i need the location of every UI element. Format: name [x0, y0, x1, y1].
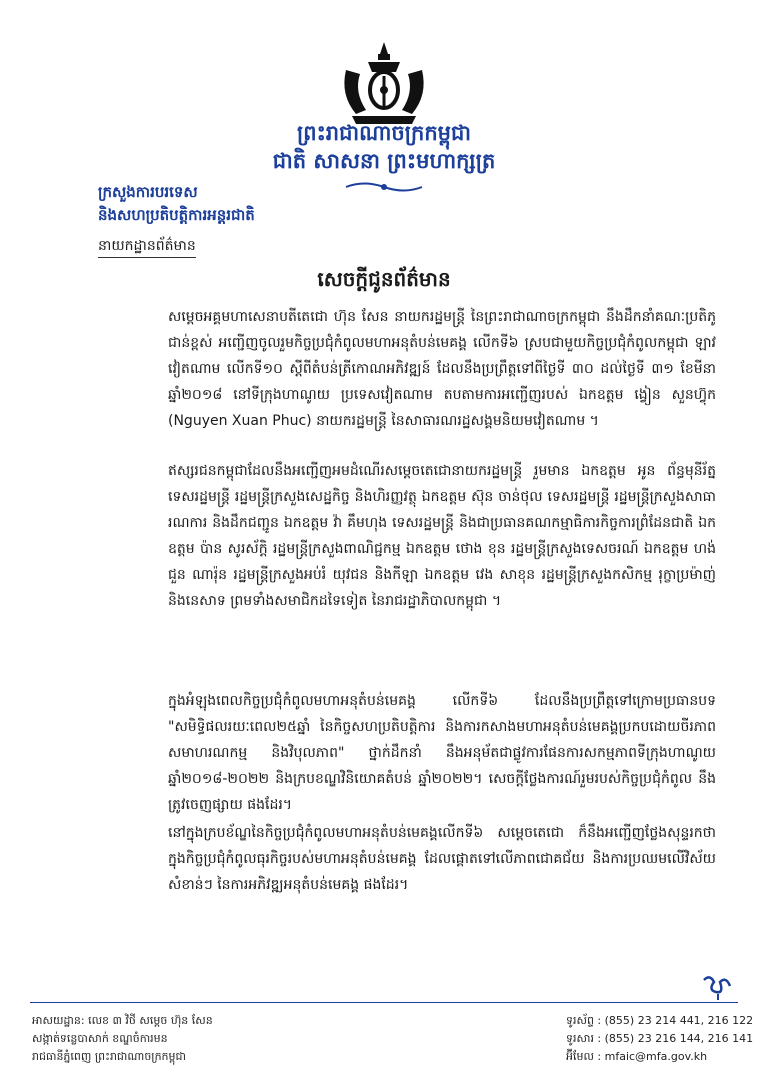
ministry-name-line2: និងសហប្រតិបត្តិការអន្តរជាតិ	[98, 206, 255, 224]
national-motto: ជាតិ សាសនា ព្រះមហាក្សត្រ	[272, 148, 496, 173]
body-paragraph-1: សម្ដេចអគ្គមហាសេនាបតីតេជោ ហ៊ុន សែន នាយករដ្ឋមន្ត្រី នៃព្រះរាជាណាចក្រកម្ពុជា នឹងដឹកនាំគណៈប្រតិភូជាន់ខ្ពស់ អញ្ជើញចូលរួមកិច្ចប្រជុំកំពូលមហាអនុតំបន់មេគង្គ លើកទី៦ ស្របជាមួយកិច្ចប្រជុំកំពូលកម្ពុជា ឡាវ វៀតណាម លើកទី១០ ស្ដីពីតំបន់ត្រីកោណអភិវឌ្ឍន៍ ដែលនឹងប្រព្រឹត្តទៅពីថ្ងៃទី ៣០ ដល់ថ្ងៃទី ៣១ ខែមីនា ឆ្នាំ២០១៨ នៅទីក្រុងហាណូយ ប្រទេសវៀតណាម តបតាមការអញ្ជើញរបស់ ឯកឧត្តម ង្វៀន សួនហ៊្វុក (Nguyen Xuan Phuc) នាយករដ្ឋមន្ត្រី នៃសាធារណរដ្ឋសង្គមនិយមវៀតណាម ។	[168, 309, 716, 429]
footer-email: អ៊ីមែល : mfaic@mfa.gov.kh	[566, 1050, 708, 1063]
royal-coat-of-arms-icon	[338, 40, 430, 126]
ornament-divider-icon	[344, 180, 424, 194]
body-paragraph-3: ក្នុងអំឡុងពេលកិច្ចប្រជុំកំពូលមហាអនុតំបន់មេគង្គ លើកទី៦ ដែលនឹងប្រព្រឹត្តទៅក្រោមប្រធានបទ "សមិទ្ធិផលរយៈពេល២៥ឆ្នាំ នៃកិច្ចសហប្រតិបត្តិការ និងការកសាងមហាអនុតំបន់មេគង្គប្រកបដោយចីរភាព សមាហរណកម្ម និងវិបុលភាព" ថ្នាក់ដឹកនាំ នឹងអនុម័តជាផ្លូវការផែនការសកម្មភាពទីក្រុងហាណូយ ឆ្នាំ២០១៨-២០២២ និងក្របខណ្ឌវិនិយោគតំបន់ ឆ្នាំ២០២២។ សេចក្ដីថ្លែងការណ៍រួមរបស់កិច្ចប្រជុំកំពូល នឹងត្រូវចេញផ្សាយ ផងដែរ។	[168, 693, 716, 813]
footer-address-line2: សង្កាត់ទន្លេបាសាក់ ខណ្ឌចំការមន	[32, 1032, 168, 1045]
ministry-name-line1: ក្រសួងការបរទេស	[98, 183, 198, 201]
footer-fax: ទូរសារ : (855) 23 216 144, 216 141	[566, 1032, 754, 1045]
body-paragraph-4: នៅក្នុងក្របខ័ណ្ឌនៃកិច្ចប្រជុំកំពូលមហាអនុតំបន់មេគង្គលើកទី៦ សម្ដេចតេជោ ក៏នឹងអញ្ជើញថ្លែងសុន្ទរកថា ក្នុងកិច្ចប្រជុំកំពូលធុរកិច្ចរបស់មហាអនុតំបន់មេគង្គ ដែលផ្ដោតទៅលើភាពជោគជ័យ និងការប្រឈមលើវិស័យសំខាន់ៗ នៃការអភិវឌ្ឍអនុតំបន់មេគង្គ ផងដែរ។	[168, 825, 716, 893]
body-paragraph-2: ឥស្សរជនកម្ពុជាដែលនឹងអញ្ជើញអមដំណើរសម្ដេចតេជោនាយករដ្ឋមន្ត្រី រួមមាន ឯកឧត្តម អូន ព័ន្ធមុនីរ័ត្ន ទេសរដ្ឋមន្ត្រី រដ្ឋមន្ត្រីក្រសួងសេដ្ឋកិច្ច និងហិរញ្ញវត្ថុ ឯកឧត្តម ស៊ុន ចាន់ថុល ទេសរដ្ឋមន្ត្រី រដ្ឋមន្ត្រីក្រសួងសាធារណការ និងដឹកជញ្ជូន ឯកឧត្តម វ៉ា គឹមហុង ទេសរដ្ឋមន្ត្រី និងជាប្រធានគណកម្មាធិការកិច្ចការព្រំដែនជាតិ ឯកឧត្តម ប៉ាន សូរស័ក្តិ រដ្ឋមន្ត្រីក្រសួងពាណិជ្ជកម្ម ឯកឧត្តម ថោង ខុន រដ្ឋមន្ត្រីក្រសួងទេសចរណ៍ ឯកឧត្តម ហង់ ជួន ណារ៉ុន រដ្ឋមន្ត្រីក្រសួងអប់រំ យុវជន និងកីឡា ឯកឧត្តម វេង សាខុន រដ្ឋមន្ត្រីក្រសួងកសិកម្ម រុក្ខាប្រម៉ាញ់ និងនេសាទ ព្រមទាំងសមាជិកដទៃទៀត នៃរាជរដ្ឋាភិបាលកម្ពុជា ។	[168, 463, 716, 609]
department-name: នាយកដ្ឋានព័ត៌មាន	[98, 236, 196, 258]
footer-divider	[30, 1002, 738, 1003]
kingdom-title: ព្រះរាជាណាចក្រកម្ពុជា	[296, 120, 471, 145]
document-title: សេចក្ដីជូនព័ត៌មាន	[317, 267, 451, 291]
footer-address-line1: អាសយដ្ឋាន: លេខ ៣ វិថី សម្ដេច ហ៊ុន សែន	[32, 1014, 213, 1027]
footer-phone: ទូរស័ព្ទ : (855) 23 214 441, 216 122	[566, 1014, 754, 1027]
footer-address-line3: រាជធានីភ្នំពេញ ព្រះរាជាណាចក្រកម្ពុជា	[32, 1050, 186, 1063]
handwritten-mark-icon	[700, 972, 734, 1002]
